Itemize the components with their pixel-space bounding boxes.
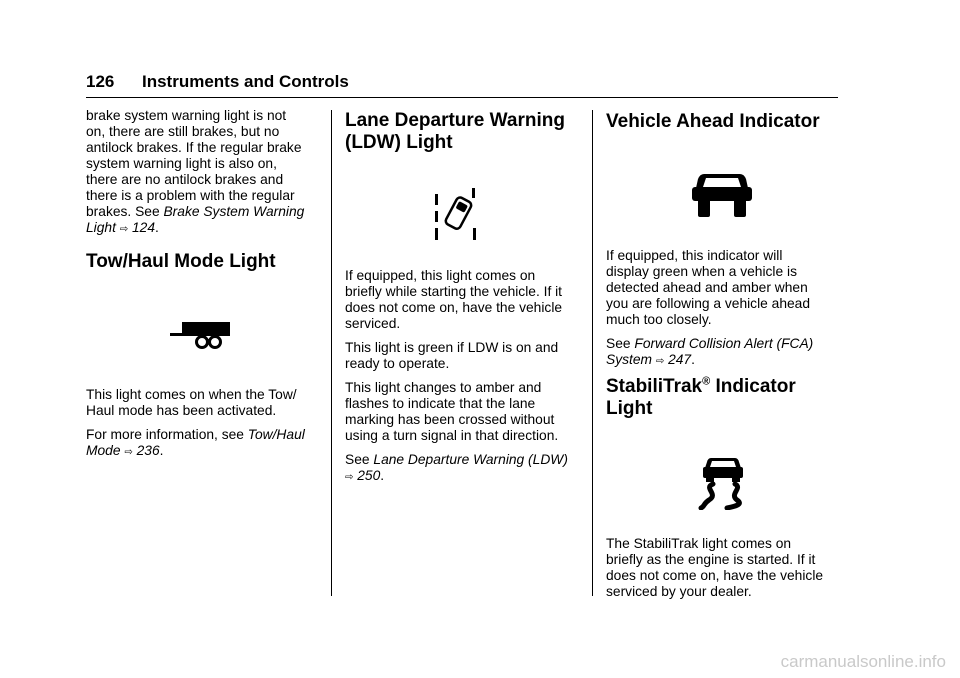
vehicle-ahead-icon (692, 170, 752, 223)
paragraph: If equipped, this light comes on briefly while starting the vehicle. If it does not come on, have the vehicle serviced. (345, 268, 563, 331)
watermark: carmanualsonline.info (780, 652, 946, 671)
lane-departure-icon (432, 188, 480, 247)
paragraph: This light changes to amber and flashes to indicate that the lane marking has been crossed without using a turn signal in that direction. (345, 380, 559, 443)
column-1-lower (86, 387, 322, 469)
column-3-body (606, 248, 842, 378)
paragraph: For more information, see Tow/Haul Mode ⇨ 236. (86, 427, 305, 458)
trailer-icon (170, 320, 234, 359)
paragraph: This light comes on when the Tow/ Haul mode has been activated. (86, 387, 297, 418)
header-rule (86, 97, 838, 98)
paragraph: See Lane Departure Warning (LDW) ⇨ 250. (345, 452, 568, 483)
paragraph: This light is green if LDW is on and ready to operate. (345, 340, 559, 371)
skidding-car-icon (697, 456, 749, 515)
paragraph: The StabiliTrak light comes on briefly as the engine is started. If it does not come on, have the vehicle serviced by your dealer. (606, 536, 824, 599)
paragraph: If equipped, this indicator will display green when a vehicle is detected ahead and amber when you are following a vehicle ahead much too closely. (606, 248, 811, 327)
paragraph: See Forward Collision Alert (FCA) System ⇨ 247. (606, 336, 814, 367)
page-number: 126 (86, 72, 115, 91)
page-reference-arrow-icon: ⇨ (119, 224, 129, 235)
page-header (86, 72, 838, 96)
cross-reference-link[interactable]: Brake System Warning Light ⇨ 124 (86, 204, 305, 235)
page-reference-arrow-icon: ⇨ (345, 472, 354, 483)
cross-reference-link[interactable]: Lane Departure Warning (LDW) ⇨ 250 (345, 452, 568, 483)
section-title: Instruments and Controls (142, 72, 349, 91)
section-heading: Vehicle Ahead Indicator (606, 111, 820, 132)
section-heading: StabiliTrak® Indicator Light (606, 375, 796, 419)
section-heading: Tow/Haul Mode Light (86, 251, 276, 272)
cross-reference-link[interactable]: Forward Collision Alert (FCA) System ⇨ 247 (606, 336, 814, 367)
column-3-lower (606, 536, 842, 608)
column-divider (592, 110, 593, 596)
cross-reference-link[interactable]: Tow/Haul Mode ⇨ 236 (86, 427, 305, 458)
column-1 (86, 108, 322, 246)
column-divider (331, 110, 332, 596)
page-reference-arrow-icon: ⇨ (124, 447, 133, 458)
page-reference-arrow-icon: ⇨ (655, 356, 665, 367)
column-2-body (345, 268, 581, 494)
paragraph: brake system warning light is not on, there are still brakes, but no antilock brakes. If the regular brake system warning light is also on, there are no antilock brakes and there is a problem with the regular brakes. See Brake System Warning Light ⇨ 124. (86, 108, 305, 235)
section-heading: Lane Departure Warning (LDW) Light (345, 110, 565, 153)
